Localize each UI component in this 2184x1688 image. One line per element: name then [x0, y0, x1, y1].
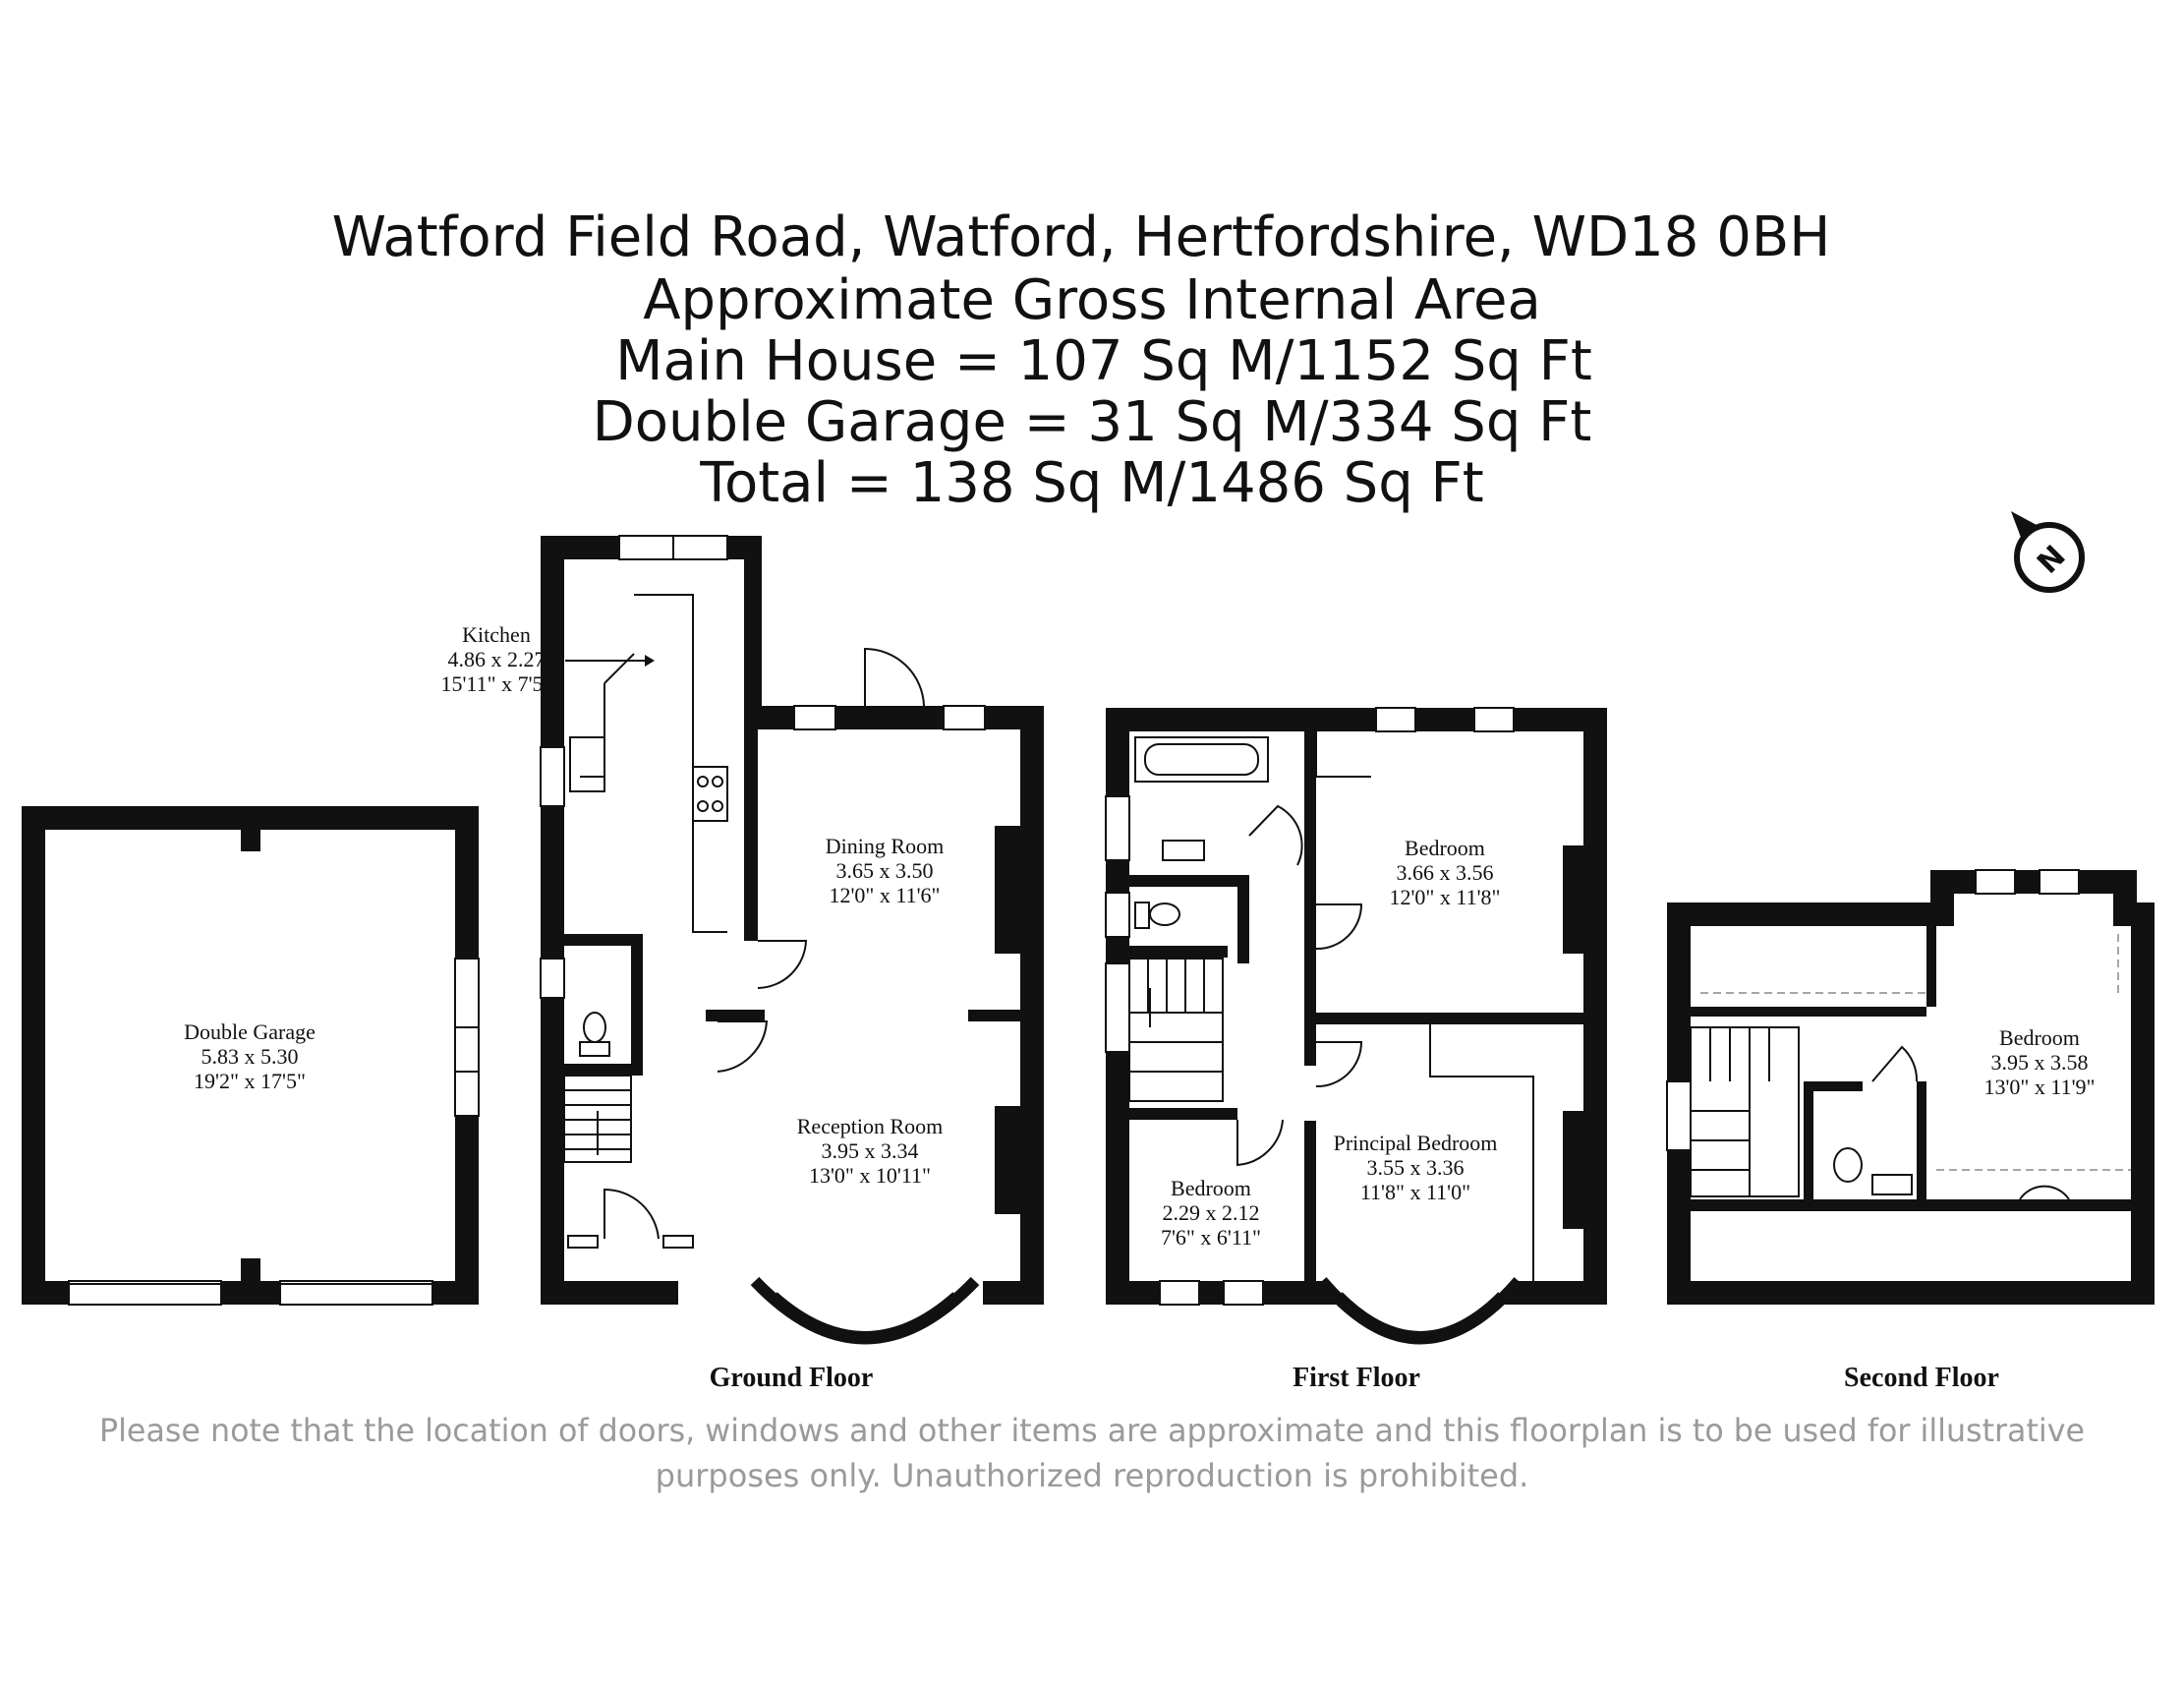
kitchen-sink-icon: [570, 737, 604, 791]
sf-toilet-icon: [1834, 1148, 1862, 1182]
wc-window: [541, 959, 564, 998]
kitchen-metric: 4.86 x 2.27: [447, 647, 546, 671]
ground-floor-walls: [541, 536, 1044, 1305]
landing-wall: [1237, 875, 1249, 963]
hall-wall: [564, 934, 643, 946]
bathroom-window: [1106, 796, 1129, 860]
small-bed-window-left: [1160, 1281, 1199, 1305]
total-area: Total = 138 Sq M/1486 Sq Ft: [700, 451, 1484, 515]
small-bed-name: Bedroom: [1171, 1176, 1251, 1200]
landing-window: [1106, 963, 1129, 1052]
first-floor-plan: [1106, 708, 1607, 1339]
principal-imperial: 11'8" x 11'0": [1359, 1180, 1471, 1204]
chimney-reception: [995, 1106, 1020, 1214]
storage-wall: [1691, 1199, 2131, 1211]
principal-left-wall: [1304, 1121, 1316, 1281]
double-garage-plan: [22, 806, 479, 1305]
sf-bedroom-imperial: 13'0" x 11'9": [1983, 1075, 2096, 1099]
compass-north-label: N: [2031, 539, 2073, 581]
garage-pillar-bottom: [241, 1258, 260, 1281]
sf-inner-wall: [1926, 902, 1936, 1007]
ff-toilet-icon: [1150, 903, 1179, 925]
reception-door: [718, 1021, 767, 1072]
cupboard-ff: [1316, 731, 1371, 777]
kitchen-worktop: [634, 595, 727, 932]
dining-metric: 3.65 x 3.50: [835, 858, 934, 883]
kitchen-name: Kitchen: [462, 622, 531, 647]
ground-floor-label: Ground Floor: [709, 1363, 874, 1393]
small-bed-door: [1237, 1120, 1283, 1165]
dining-door: [758, 941, 806, 988]
bedroom-door: [1316, 904, 1361, 949]
bathroom-door: [1249, 806, 1302, 865]
dining-imperial: 12'0" x 11'6": [829, 883, 941, 907]
garage-metric: 5.83 x 5.30: [201, 1044, 299, 1069]
bedroom-left-wall: [1304, 731, 1316, 1066]
ff-bedroom-imperial: 12'0" x 11'8": [1389, 885, 1501, 909]
wc-window-ff: [1106, 893, 1129, 937]
ff-basin-icon: [1163, 841, 1204, 860]
ff-window-top-left: [1376, 708, 1415, 731]
sf-bathroom-door: [1872, 1047, 1917, 1081]
disclaimer-line-2: purposes only. Unauthorized reproduction is prohibited.: [655, 1457, 1529, 1494]
front-door-window-left: [568, 1236, 598, 1248]
ff-bedroom-metric: 3.66 x 3.56: [1396, 860, 1494, 885]
bedroom-bottom-wall: [1316, 1013, 1583, 1024]
bathroom-sf-left: [1804, 1081, 1813, 1199]
sf-window-side: [1667, 1081, 1691, 1150]
garden-door: [865, 649, 924, 706]
kitchen-window-side: [541, 747, 564, 806]
small-bed-window-right: [1224, 1281, 1263, 1305]
reception-imperial: 13'0" x 10'11": [808, 1163, 932, 1188]
dining-window-left: [794, 706, 835, 729]
kitchen-dining-wall: [744, 729, 758, 941]
main-house-area: Main House = 107 Sq M/1152 Sq Ft: [615, 329, 1592, 393]
garage-imperial: 19'2" x 17'5": [194, 1069, 306, 1093]
reception-metric: 3.95 x 3.34: [821, 1138, 919, 1163]
compass-icon: [2011, 511, 2082, 590]
dining-name: Dining Room: [825, 834, 945, 858]
chimney-dining: [995, 826, 1020, 954]
sf-bedroom-metric: 3.95 x 3.58: [1990, 1050, 2089, 1075]
sf-basin-icon: [1872, 1175, 1912, 1194]
bathroom-sf-right: [1917, 1081, 1926, 1199]
double-garage-area: Double Garage = 31 Sq M/334 Sq Ft: [592, 390, 1592, 454]
kitchen-imperial: 15'11" x 7'5": [440, 671, 552, 696]
area-title: Approximate Gross Internal Area: [643, 268, 1541, 332]
ground-floor-plan: [440, 536, 1044, 1339]
principal-name: Principal Bedroom: [1333, 1131, 1498, 1155]
sf-window-top-right: [2040, 870, 2079, 894]
front-door: [604, 1190, 659, 1239]
reception-bay-window: [755, 1281, 975, 1339]
small-bed-imperial: 7'6" x 6'11": [1160, 1225, 1262, 1250]
disclaimer-line-1: Please note that the location of doors, windows and other items are approximate and this floorplan is to be used for illustrative: [99, 1412, 2085, 1449]
garage-window: [455, 959, 479, 1116]
address-line: Watford Field Road, Watford, Hertfordshire, WD18 0BH: [331, 205, 1831, 269]
sf-window-top-left: [1976, 870, 2015, 894]
first-floor-stairs: [1129, 959, 1223, 1101]
principal-metric: 3.55 x 3.36: [1366, 1155, 1465, 1180]
ground-stairs: [564, 1076, 631, 1162]
principal-bay-window: [1322, 1281, 1519, 1339]
wc-wall-ff: [1129, 946, 1228, 958]
hob-icon: [693, 767, 727, 821]
front-door-window-right: [663, 1236, 693, 1248]
chimney-ff-top: [1563, 845, 1583, 954]
ff-window-top-right: [1474, 708, 1514, 731]
sf-bedroom-name: Bedroom: [1999, 1025, 2080, 1050]
dining-window-right: [944, 706, 985, 729]
header-block: [332, 205, 1831, 515]
first-floor-label: First Floor: [1293, 1363, 1420, 1393]
sf-bedroom-door: [2020, 1187, 2069, 1199]
principal-door: [1316, 1042, 1361, 1086]
small-bed-top-wall: [1129, 1108, 1237, 1120]
wc-wall: [631, 946, 643, 1064]
ff-bedroom-name: Bedroom: [1405, 836, 1485, 860]
dining-reception-divider-left: [706, 1010, 765, 1021]
reception-name: Reception Room: [796, 1114, 944, 1138]
stairs-wall: [564, 1064, 643, 1076]
second-floor-plan: [1667, 870, 2155, 1305]
garage-name: Double Garage: [184, 1019, 316, 1044]
second-floor-label: Second Floor: [1844, 1363, 1999, 1393]
second-floor-stairs: [1691, 1027, 1799, 1196]
ground-toilet-icon: [584, 1013, 605, 1042]
chimney-ff-bottom: [1563, 1111, 1583, 1229]
eaves-wall: [1691, 1007, 1926, 1017]
garage-pillar-top: [241, 830, 260, 851]
dining-reception-divider-right: [968, 1010, 1020, 1021]
small-bed-metric: 2.29 x 2.12: [1162, 1200, 1260, 1225]
bathroom-wall: [1129, 875, 1237, 887]
